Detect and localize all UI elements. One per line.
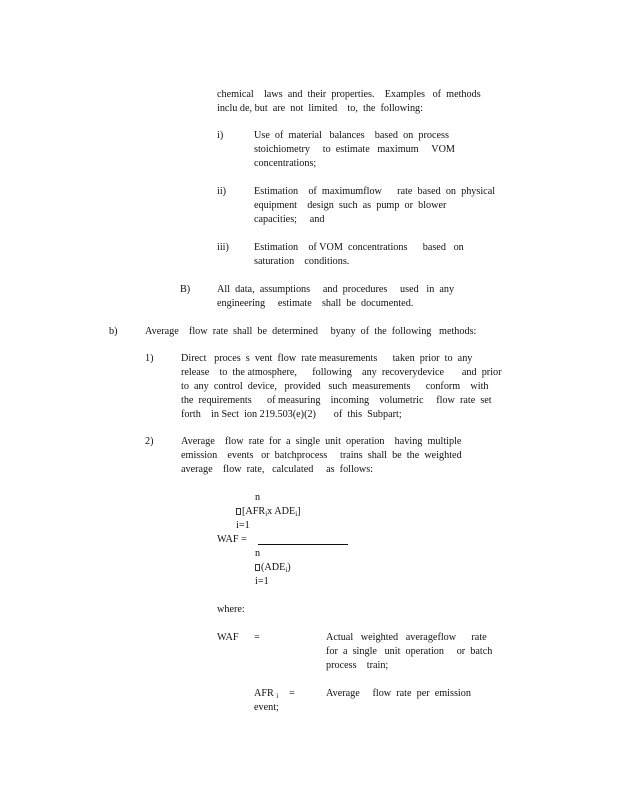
method-line: stoichiometry to estimate maximum VOM — [254, 144, 455, 155]
intro-line: inclu de, but are not limited to, the following: — [217, 103, 423, 114]
method-line: concentrations; — [254, 158, 317, 169]
method-line: Estimation of maximumflow rate based on physical — [254, 186, 496, 197]
denominator-open: (ADE — [261, 562, 286, 573]
sub-item-line: forth in Sect ion 219.503(e)(2) of this Subpart; — [181, 409, 402, 420]
list-marker-1: 1) — [145, 353, 154, 364]
definition-line: Actual weighted averageflow rate — [326, 632, 487, 643]
numerator-sub: i — [265, 510, 268, 518]
denominator-close: ) — [287, 562, 291, 573]
definition-afr-text — [326, 687, 471, 701]
fraction-bar — [258, 544, 348, 545]
list-marker-ii: ii) — [217, 186, 227, 197]
item-b-line: Average flow rate shall be determined byany of the following methods: — [145, 326, 477, 337]
summation-icon — [236, 508, 241, 515]
method-line: Estimation of VOM concentrations based on — [254, 242, 464, 253]
sum-upper-limit-denominator: n — [255, 548, 261, 559]
intro-line: chemical laws and their properties. Examples of methods — [217, 89, 481, 100]
sub-item-line: Direct proces s vent flow rate measurements taken prior to any — [181, 353, 473, 364]
item-B-line: engineering estimate shall be documented. — [217, 298, 414, 309]
method-item-i — [254, 129, 455, 171]
list-marker-2: 2) — [145, 436, 154, 447]
formula-lhs: WAF = — [217, 534, 247, 545]
list-marker-i: i) — [217, 130, 224, 141]
list-marker-b: b) — [109, 326, 118, 337]
sub-item-1 — [181, 352, 502, 422]
term-afr-main: AFR — [254, 688, 274, 699]
intro-paragraph — [217, 88, 481, 116]
definition-term-waf: WAF — [217, 632, 239, 643]
method-item-iii — [254, 241, 464, 269]
numerator-close: ] — [297, 506, 301, 517]
definition-line: Average flow rate per emission — [326, 688, 471, 699]
list-marker-B: B) — [180, 284, 191, 295]
method-line: Use of material balances based on process — [254, 130, 449, 141]
definition-afr-tail: event; — [254, 702, 279, 713]
definition-equals: = — [289, 688, 295, 699]
term-afr-sub: i — [276, 692, 279, 700]
definition-equals: = — [254, 632, 260, 643]
item-B-text — [217, 283, 454, 311]
sub-item-line: the requirements of measuring incoming volumetric flow rate set — [181, 395, 492, 406]
numerator-open: [AFR — [242, 506, 266, 517]
sum-lower-index: i=1 — [236, 520, 250, 531]
sub-item-2 — [181, 435, 462, 477]
numerator-sub-2: i — [295, 510, 298, 518]
where-label: where: — [217, 604, 245, 615]
sub-item-line: emission events or batchprocess trains shall be the weighted — [181, 450, 462, 461]
sum-upper-limit: n — [255, 492, 261, 503]
item-b-text — [145, 325, 476, 339]
sub-item-line: to any control device, provided such measurements conform with — [181, 381, 489, 392]
item-B-line: All data, assumptions and procedures used in any — [217, 284, 455, 295]
denominator-sub: i — [285, 566, 288, 574]
numerator-mid: x ADE — [267, 506, 296, 517]
method-line: saturation conditions. — [254, 256, 350, 267]
method-item-ii — [254, 185, 495, 227]
sub-item-line: Average flow rate for a single unit operation having multiple — [181, 436, 462, 447]
sum-lower-index-denominator: i=1 — [255, 576, 269, 587]
sub-item-line: average flow rate, calculated as follows: — [181, 464, 374, 475]
summation-icon — [255, 564, 260, 571]
definition-line: for a single unit operation or batch — [326, 646, 493, 657]
sub-item-line: release to the atmosphere, following any recoverydevice and prior — [181, 367, 502, 378]
method-line: equipment design such as pump or blower — [254, 200, 447, 211]
method-line: capacities; and — [254, 214, 325, 225]
list-marker-iii: iii) — [217, 242, 229, 253]
definition-line: process train; — [326, 660, 389, 671]
definition-waf-text — [326, 631, 492, 673]
